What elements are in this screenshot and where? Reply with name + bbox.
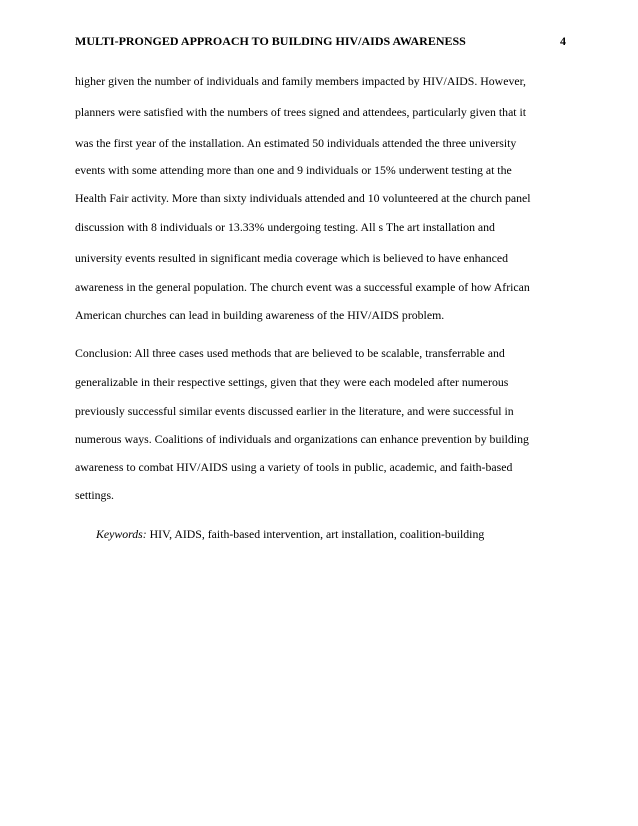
- text-line: Conclusion: All three cases used methods that are believed to be scalable, transferrable and: [75, 346, 505, 360]
- text-line: discussion with 8 individuals or 13.33% undergoing testing. All s The art installation and: [75, 220, 495, 234]
- text-line: generalizable in their respective settings, given that they were each modeled after numerous: [75, 375, 509, 389]
- text-line: previously successful similar events discussed earlier in the literature, and were successful in: [75, 404, 514, 418]
- text-line: numerous ways. Coalitions of individuals and organizations can enhance prevention by building: [75, 432, 529, 446]
- keywords-line: [96, 526, 484, 542]
- text-line: awareness in the general population. The church event was a successful example of how African: [75, 280, 530, 294]
- text-line: higher given the number of individuals and family members impacted by HIV/AIDS. However,: [75, 74, 526, 88]
- keywords-text: HIV, AIDS, faith-based intervention, art installation, coalition-building: [146, 527, 485, 541]
- text-line: university events resulted in significant media coverage which is believed to have enhanced: [75, 251, 509, 265]
- keywords-label: Keywords:: [96, 527, 147, 541]
- running-title: MULTI-PRONGED APPROACH TO BUILDING HIV/AIDS AWARENESS: [75, 34, 466, 48]
- text-line: Health Fair activity. More than sixty individuals attended and 10 volunteered at the church panel: [75, 191, 531, 205]
- text-line: events with some attending more than one and 9 individuals or 15% underwent testing at the: [75, 163, 512, 177]
- text-line: awareness to combat HIV/AIDS using a variety of tools in public, academic, and faith-based: [75, 460, 513, 474]
- text-line: settings.: [75, 488, 114, 502]
- page-number: 4: [560, 34, 566, 48]
- text-line: American churches can lead in building awareness of the HIV/AIDS problem.: [75, 308, 445, 322]
- text-line: was the first year of the installation. An estimated 50 individuals attended the three university: [75, 136, 517, 150]
- running-head: [75, 34, 566, 54]
- text-line: planners were satisfied with the numbers of trees signed and attendees, particularly given that it: [75, 105, 527, 119]
